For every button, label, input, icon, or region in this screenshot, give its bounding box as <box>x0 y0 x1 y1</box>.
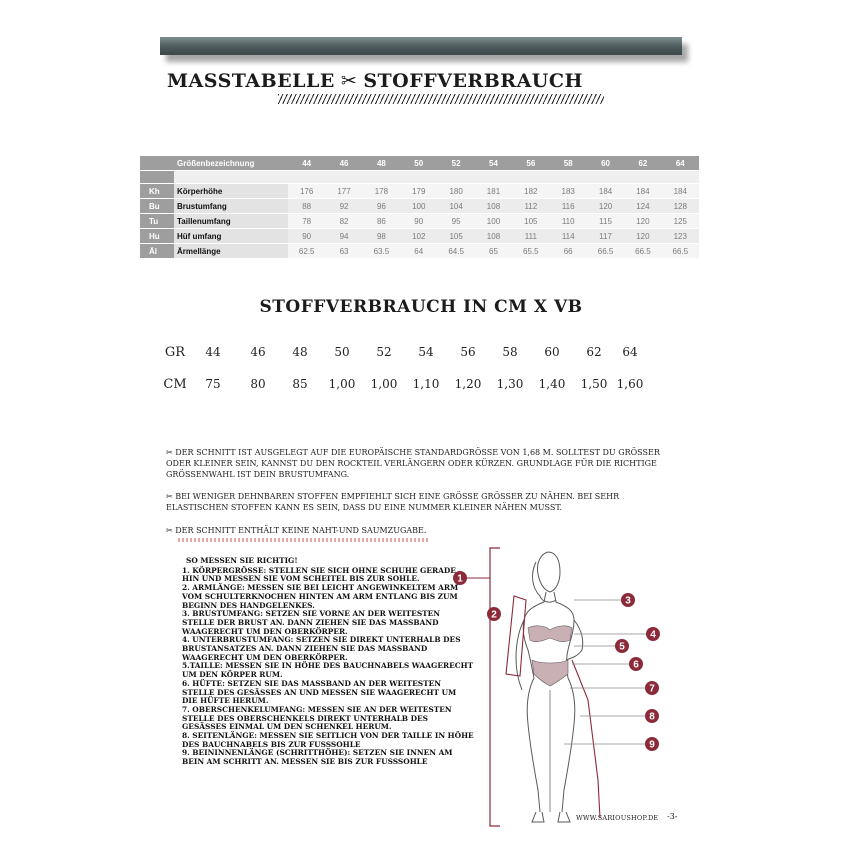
table-row <box>140 244 699 259</box>
table-cell: 110 <box>550 214 587 229</box>
table-cell: 95 <box>437 214 474 229</box>
size-table-header <box>140 156 699 171</box>
fabric-amount: 1,50 <box>580 377 608 391</box>
marker-4 <box>646 627 660 641</box>
fabric-size: 60 <box>544 345 560 359</box>
fabric-size: 58 <box>502 345 518 359</box>
instructions-heading: SO MESSEN SIE RICHTIG! <box>186 556 298 565</box>
marker-8 <box>645 709 659 723</box>
fabric-amount: 75 <box>205 377 221 391</box>
measurement-guides <box>460 548 646 826</box>
table-cell: 114 <box>550 229 587 244</box>
marker-3 <box>621 593 635 607</box>
note-wave-underline <box>178 538 430 542</box>
marker-number: 7 <box>649 683 655 695</box>
table-cell: 64.5 <box>437 244 474 259</box>
marker-7 <box>645 681 659 695</box>
row-label: Körperhöhe <box>174 184 288 199</box>
row-label: Ärmellänge <box>174 244 288 259</box>
instruction-item: 7. OBERSCHENKELUMFANG: MESSEN SIE AN DER WEITESTEN STELLE DES OBERSCHENKELS DIREKT UNTERHALB DES GESÄSSES EINMAL UM DEN SCHENKEL HERUM. <box>182 704 452 732</box>
marker-number: 3 <box>625 595 631 607</box>
marker-2 <box>487 607 501 621</box>
table-cell: 120 <box>587 199 624 214</box>
row-code: Hu <box>140 229 174 244</box>
size-header: 60 <box>587 156 624 171</box>
marker-5 <box>615 639 629 653</box>
table-cell: 66 <box>550 244 587 259</box>
spacer-cell <box>437 171 474 184</box>
marker-number: 5 <box>619 641 625 653</box>
table-cell: 65.5 <box>512 244 549 259</box>
fabric-amount: 80 <box>250 377 266 391</box>
table-cell: 183 <box>550 184 587 199</box>
scissors-icon: ✂ <box>340 70 358 92</box>
instruction-item: 9. BEININNENLÄNGE (SCHRITTHÖHE): SETZEN SIE INNEN AM BEIN AM SCHRITT AN. MESSEN SIE BIS ZUR FUSSSOHLE <box>182 748 453 767</box>
row-code: Kh <box>140 184 174 199</box>
table-cell: 124 <box>624 199 661 214</box>
table-cell: 78 <box>288 214 325 229</box>
fabric-amount: 1,20 <box>454 377 482 391</box>
table-cell: 177 <box>325 184 362 199</box>
marker-1 <box>453 571 467 585</box>
row-label: Hüf umfang <box>174 229 288 244</box>
table-cell: 96 <box>363 199 400 214</box>
size-header: 44 <box>288 156 325 171</box>
fabric-size: 52 <box>376 345 392 359</box>
table-cell: 180 <box>437 184 474 199</box>
table-cell: 100 <box>400 199 437 214</box>
fabric-size: 48 <box>292 345 308 359</box>
fabric-size-row <box>0 345 842 361</box>
note-standard-size: ✂ DER SCHNITT IST AUSGELEGT AUF DIE EUROPÄISCHE STANDARDGRÖSSE VON 1,68 M. SOLLTEST DU GRÖSSER ODER KLEINER SEIN, KANNST DU DEN ROCKTEIL VERLÄNGERN ODER KÜRZEN. GRUNDLAGE FÜR DIE RICHTIGE GRÖSSENWAHL IST DEIN BRUSTUMFANG. <box>166 448 660 479</box>
table-cell: 128 <box>662 199 699 214</box>
instruction-item: 2. ARMLÄNGE: MESSEN SIE BEI LEICHT ANGEWINKELTEM ARM VOM SCHULTERKNOCHEN HINTEN AM ARM ENTLANG BIS ZUM BEGINN DES HANDGELENKES. <box>182 583 459 610</box>
size-header: 62 <box>624 156 661 171</box>
height-bracket <box>490 548 500 826</box>
size-header: 64 <box>662 156 699 171</box>
body-measurement-figure <box>457 540 690 830</box>
fabric-size: 54 <box>418 345 434 359</box>
size-header: 52 <box>437 156 474 171</box>
size-header: 56 <box>512 156 549 171</box>
fabric-size: 62 <box>586 345 602 359</box>
spacer-cell <box>288 171 325 184</box>
page-number: -3- <box>667 812 678 821</box>
size-header: 50 <box>400 156 437 171</box>
table-row <box>140 184 699 199</box>
table-cell: 98 <box>363 229 400 244</box>
table-cell: 116 <box>550 199 587 214</box>
table-cell: 178 <box>363 184 400 199</box>
row-code: Äl <box>140 244 174 259</box>
fabric-amount: 85 <box>292 377 308 391</box>
spacer-cell <box>624 171 661 184</box>
table-cell: 184 <box>624 184 661 199</box>
table-cell: 90 <box>288 229 325 244</box>
fabric-amount: 1,40 <box>538 377 566 391</box>
marker-number: 2 <box>491 609 497 621</box>
instruction-item: 8. SEITENLÄNGE: MESSEN SIE SEITLICH VON DER TAILLE IN HÖHE DES BAUCHNABELS BIS ZUR FUSSSOHLE <box>182 731 474 749</box>
spacer-cell <box>325 171 362 184</box>
spacer-cell <box>512 171 549 184</box>
title-left: MASSTABELLE <box>167 70 335 92</box>
fabric-amount: 1,00 <box>370 377 398 391</box>
table-cell: 181 <box>475 184 512 199</box>
table-cell: 179 <box>400 184 437 199</box>
table-cell: 105 <box>437 229 474 244</box>
table-cell: 64 <box>400 244 437 259</box>
table-cell: 182 <box>512 184 549 199</box>
table-cell: 184 <box>662 184 699 199</box>
instruction-item: 6. HÜFTE: SETZEN SIE DAS MASSBAND AN DER WEITESTEN STELLE DES GESÄSSES AN UND MESSEN SIE WAAGERECHT UM DIE HÜFTE HERUM. <box>182 678 457 706</box>
size-header: 54 <box>475 156 512 171</box>
note-seam-allowance: ✂ DER SCHNITT ENTHÄLT KEINE NAHT-UND SAUMZUGABE. <box>166 526 427 535</box>
title-underline-hatch <box>278 94 604 104</box>
fabric-size: 64 <box>622 345 638 359</box>
size-table <box>140 156 699 259</box>
marker-number: 4 <box>650 629 656 641</box>
table-cell: 117 <box>587 229 624 244</box>
table-cell: 120 <box>624 229 661 244</box>
fabric-cm-label: CM <box>163 377 187 392</box>
table-cell: 176 <box>288 184 325 199</box>
spacer-cell <box>363 171 400 184</box>
body-silhouette <box>516 552 583 822</box>
header-bar <box>160 37 682 55</box>
table-cell: 123 <box>662 229 699 244</box>
table-cell: 90 <box>400 214 437 229</box>
table-cell: 62.5 <box>288 244 325 259</box>
table-cell: 104 <box>437 199 474 214</box>
table-cell: 100 <box>475 214 512 229</box>
underwear <box>528 626 572 686</box>
fabric-amount: 1,30 <box>496 377 524 391</box>
size-header: 46 <box>325 156 362 171</box>
table-cell: 66.5 <box>662 244 699 259</box>
side-length-guide <box>572 660 600 818</box>
table-cell: 86 <box>363 214 400 229</box>
fabric-amount: 1,10 <box>412 377 440 391</box>
row-label: Taillenumfang <box>174 214 288 229</box>
table-cell: 125 <box>662 214 699 229</box>
table-cell: 94 <box>325 229 362 244</box>
spacer-cell <box>662 171 699 184</box>
size-header: 58 <box>550 156 587 171</box>
table-cell: 115 <box>587 214 624 229</box>
row-code: Bu <box>140 199 174 214</box>
instruction-item: 4. UNTERBRUSTUMFANG: SETZEN SIE DIREKT UNTERHALB DES BRUSTANSATZES AN. DANN ZIEHEN SIE DAS MASSBAND WAAGERECHT UM DEN OBERKÖRPER. <box>182 635 461 662</box>
table-corner <box>140 156 174 171</box>
table-cell: 66.5 <box>587 244 624 259</box>
spacer-cell <box>400 171 437 184</box>
instructions-list <box>182 567 474 767</box>
title-right: STOFFVERBRAUCH <box>363 70 583 92</box>
fabric-size: 50 <box>334 345 350 359</box>
table-cell: 102 <box>400 229 437 244</box>
table-cell: 108 <box>475 199 512 214</box>
fabric-amount: 1,60 <box>616 377 644 391</box>
fabric-title: STOFFVERBRAUCH IN CM X VB <box>259 297 583 317</box>
row-label: Brustumfang <box>174 199 288 214</box>
marker-6 <box>629 657 643 671</box>
table-cell: 120 <box>624 214 661 229</box>
measurement-instructions <box>182 557 474 767</box>
fabric-size: 44 <box>205 345 221 359</box>
marker-9 <box>645 737 659 751</box>
table-cell: 63.5 <box>363 244 400 259</box>
table-cell: 82 <box>325 214 362 229</box>
marker-number: 8 <box>649 711 655 723</box>
instruction-item: 5.TAILLE: MESSEN SIE IN HÖHE DES BAUCHNABELS WAAGERECHT UM DEN KÖRPER RUM. <box>182 661 474 680</box>
marker-number: 6 <box>633 659 639 671</box>
page-title <box>167 70 583 92</box>
fabric-size: 46 <box>250 345 266 359</box>
table-cell: 105 <box>512 214 549 229</box>
marker-number: 9 <box>649 739 655 751</box>
table-spacer-row <box>140 171 699 184</box>
header-label: Größenbezeichnung <box>174 156 288 171</box>
note-elastic-fabric: ✂ BEI WENIGER DEHNBAREN STOFFEN EMPFIEHLT SICH EINE GRÖSSE GRÖSSER ZU NÄHEN. BEI SEHR ELASTISCHEN STOFFEN KANN ES SEIN, DASS DU EINE NUMMER KLEINER NÄHEN MUSST. <box>166 492 620 512</box>
table-cell: 108 <box>475 229 512 244</box>
spacer-cell <box>174 171 288 184</box>
spacer-cell <box>140 171 174 184</box>
instruction-item: 1. KÖRPERGRÖSSE: STELLEN SIE SICH OHNE SCHUHE GERADE HIN UND MESSEN SIE VOM SCHEITEL BIS ZUR SOHLE. <box>182 565 456 584</box>
table-cell: 88 <box>288 199 325 214</box>
table-row <box>140 229 699 244</box>
row-code: Tu <box>140 214 174 229</box>
spacer-cell <box>475 171 512 184</box>
table-cell: 66.5 <box>624 244 661 259</box>
table-row <box>140 214 699 229</box>
table-row <box>140 199 699 214</box>
table-cell: 184 <box>587 184 624 199</box>
fabric-size: 56 <box>460 345 476 359</box>
footer-url[interactable]: WWW.SARIOUSHOP.DE <box>576 814 659 822</box>
fabric-gr-label: GR <box>164 345 186 360</box>
fabric-amount-row <box>0 377 842 393</box>
spacer-cell <box>587 171 624 184</box>
fabric-amount: 1,00 <box>328 377 356 391</box>
marker-number: 1 <box>457 573 463 585</box>
table-cell: 92 <box>325 199 362 214</box>
table-cell: 111 <box>512 229 549 244</box>
table-cell: 112 <box>512 199 549 214</box>
size-header: 48 <box>363 156 400 171</box>
table-cell: 63 <box>325 244 362 259</box>
instruction-item: 3. BRUSTUMFANG: SETZEN SIE VORNE AN DER WEITESTEN STELLE DER BRUST AN. DANN ZIEHEN SIE DAS MASSBAND WAAGERECHT UM DEN OBERKÖRPER. <box>182 609 441 636</box>
spacer-cell <box>550 171 587 184</box>
table-cell: 65 <box>475 244 512 259</box>
